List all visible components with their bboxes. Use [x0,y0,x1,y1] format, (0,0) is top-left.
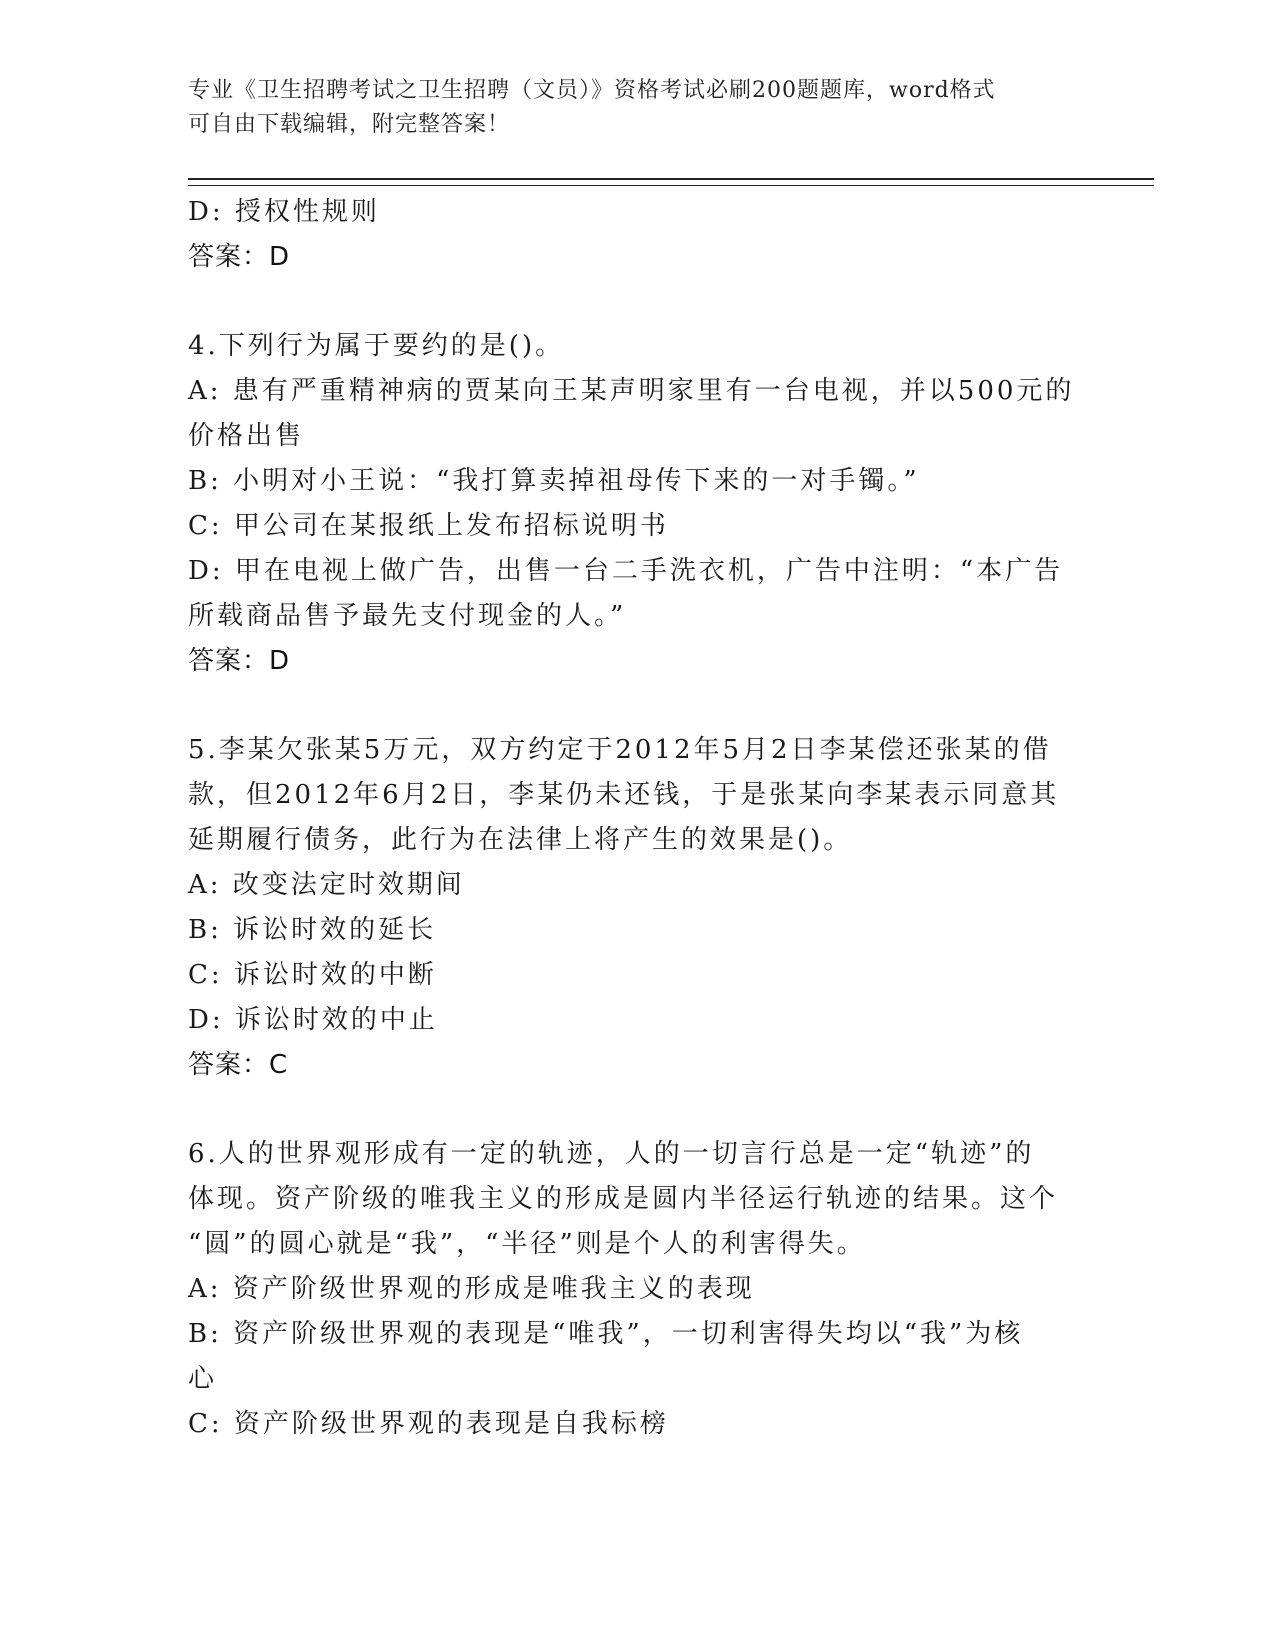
option-a: A: 资产阶级世界观的形成是唯我主义的表现 [188,1274,755,1304]
spacer [188,280,1088,324]
question-3-tail [188,190,1088,280]
answer: 答案：C [188,1050,289,1080]
option-d: D: 甲在电视上做广告，出售一台二手洗衣机，广告中注明：“本广告 [188,556,1064,586]
page-header [188,74,1068,142]
document-body [188,190,1088,1447]
header-line-2: 可自由下载编辑，附完整答案！ [188,112,511,137]
spacer [188,684,1088,728]
question-4 [188,324,1088,684]
header-line-1: 专业《卫生招聘考试之卫生招聘（文员）》资格考试必刷200题题库，word格式 [188,78,996,103]
question-stem: 6.人的世界观形成有一定的轨迹，人的一切言行总是一定“轨迹”的 [188,1139,1035,1169]
option-b: B: 诉讼时效的延长 [188,915,437,945]
question-5 [188,728,1088,1088]
header-divider [188,178,1154,186]
option-b-continued: 心 [188,1364,218,1394]
question-stem-continued: “圆”的圆心就是“我”，“半径”则是个人的利害得失。 [188,1229,866,1259]
option-d: D: 授权性规则 [188,197,380,227]
option-a: A: 患有严重精神病的贾某向王某声明家里有一台电视，并以500元的 [188,376,1075,406]
answer: 答案：D [188,242,291,272]
option-c: C: 资产阶级世界观的表现是自我标榜 [188,1409,669,1439]
option-d-continued: 所载商品售予最先支付现金的人。” [188,601,627,631]
option-c: C: 诉讼时效的中断 [188,960,437,990]
option-b: B: 小明对小王说：“我打算卖掉祖母传下来的一对手镯。” [188,466,920,496]
spacer [188,1088,1088,1132]
option-a: A: 改变法定时效期间 [188,870,465,900]
question-stem: 5.李某欠张某5万元，双方约定于2012年5月2日李某偿还张某的借 [188,735,1052,765]
question-stem: 4.下列行为属于要约的是()。 [188,331,565,361]
option-c: C: 甲公司在某报纸上发布招标说明书 [188,511,669,541]
answer: 答案：D [188,646,291,676]
question-stem-continued: 体现。资产阶级的唯我主义的形成是圆内半径运行轨迹的结果。这个 [188,1184,1059,1214]
option-a-continued: 价格出售 [188,421,305,451]
option-b: B: 资产阶级世界观的表现是“唯我”，一切利害得失均以“我”为核 [188,1319,1024,1349]
question-stem-continued: 款，但2012年6月2日，李某仍未还钱，于是张某向李某表示同意其 [188,780,1060,810]
question-stem-continued: 延期履行债务，此行为在法律上将产生的效果是()。 [188,825,853,855]
option-d: D: 诉讼时效的中止 [188,1005,438,1035]
question-6 [188,1132,1088,1447]
